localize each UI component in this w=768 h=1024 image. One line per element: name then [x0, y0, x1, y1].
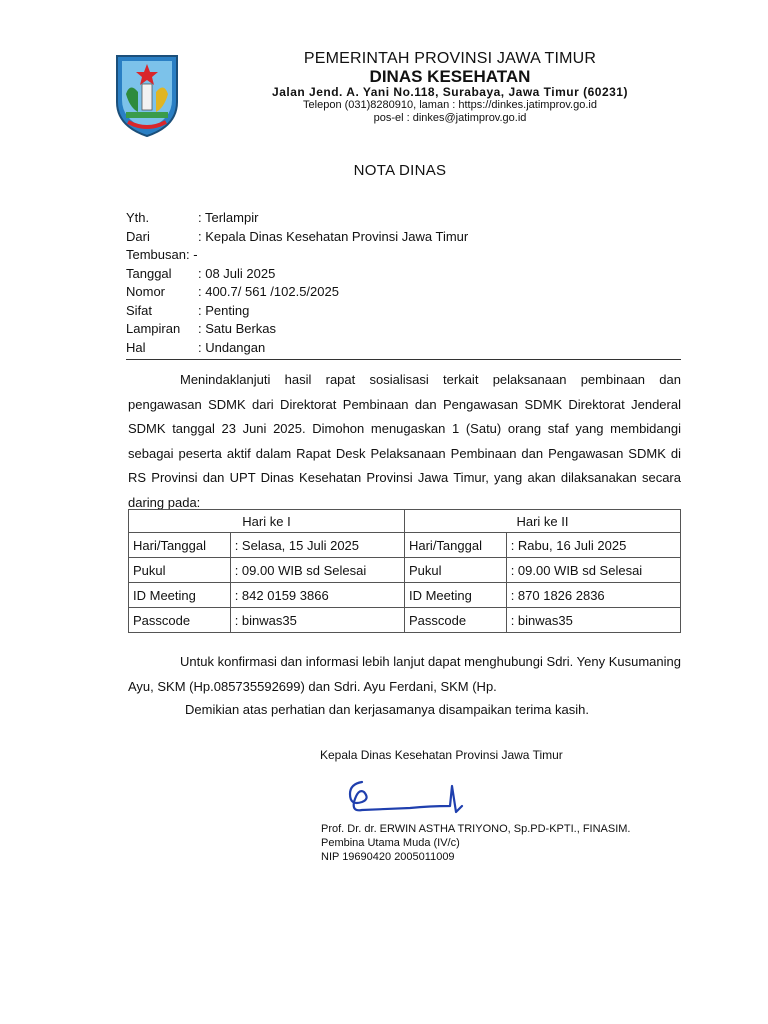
meta-value: : 400.7/ 561 /102.5/2025 — [198, 284, 339, 299]
meta-label: Nomor — [126, 284, 166, 299]
handwritten-signature-icon — [340, 772, 470, 822]
day1-value: : 09.00 WIB sd Selesai — [230, 558, 404, 583]
meta-value: : Satu Berkas — [198, 321, 277, 336]
meta-value: : Kepala Dinas Kesehatan Provinsi Jawa Timur — [198, 228, 469, 244]
schedule-table — [128, 509, 681, 633]
letterhead-government: PEMERINTAH PROVINSI JAWA TIMUR — [303, 50, 597, 67]
meta-label: Sifat — [126, 302, 153, 318]
letterhead-address: Jalan Jend. A. Yani No.118, Surabaya, Jawa Timur (60231) — [272, 85, 628, 99]
meta-row-hal — [126, 339, 468, 358]
signatory-title: Kepala Dinas Kesehatan Provinsi Jawa Timur — [320, 748, 563, 762]
day2-label: Passcode — [404, 608, 506, 633]
day2-value: : Rabu, 16 Juli 2025 — [506, 533, 680, 558]
day2-value: : 09.00 WIB sd Selesai — [506, 558, 680, 583]
meta-value: : Terlampir — [198, 210, 259, 225]
meta-row-lampiran — [126, 320, 468, 339]
schedule-header-row — [129, 510, 681, 533]
signatory-rank: Pembina Utama Muda (IV/c) — [321, 837, 460, 849]
table-row — [129, 533, 681, 558]
day2-label: ID Meeting — [404, 583, 506, 608]
day1-value: : 842 0159 3866 — [230, 583, 404, 608]
meta-value: : Penting — [198, 302, 250, 318]
meta-row-sifat — [126, 302, 468, 321]
meta-label: Yth. — [126, 210, 150, 225]
day2-label: Hari/Tanggal — [404, 533, 506, 558]
day2-label: Pukul — [404, 558, 506, 583]
day1-value: : Selasa, 15 Juli 2025 — [230, 533, 404, 558]
divider-line — [126, 359, 681, 360]
meta-label: Dari — [126, 228, 150, 244]
table-row — [129, 583, 681, 608]
meta-label: Tanggal — [126, 265, 172, 281]
body-paragraph-2: Untuk konfirmasi dan informasi lebih lanjut dapat menghubungi Sdri. Yeny Kusumaning Ayu, SKM (Hp.085735592699) dan Sdri. Ayu Ferdani, SKM (Hp. — [128, 654, 681, 694]
meta-value: : - — [185, 247, 198, 262]
letterhead-phone: Telepon (031)8280910, laman : https://dinkes.jatimprov.go.id — [303, 99, 597, 111]
memo-metadata — [126, 209, 468, 357]
letterhead-agency: DINAS KESEHATAN — [369, 67, 531, 86]
meta-label: Tembusan — [126, 247, 186, 262]
document-title: NOTA DINAS — [353, 162, 447, 179]
table-row — [129, 558, 681, 583]
body-paragraph-closing: Demikian atas perhatian dan kerjasamanya disampaikan terima kasih. — [185, 702, 589, 717]
meta-row-nomor — [126, 283, 468, 302]
meta-label: Lampiran — [126, 321, 181, 336]
day2-title: Hari ke II — [404, 510, 680, 533]
signatory-nip: NIP 19690420 2005011009 — [321, 851, 455, 863]
letterhead-email: pos-el : dinkes@jatimprov.go.id — [373, 112, 527, 124]
day1-label: ID Meeting — [129, 583, 231, 608]
meta-value: : Undangan — [198, 339, 266, 355]
meta-row-tanggal — [126, 265, 468, 284]
province-logo-icon — [112, 52, 182, 138]
table-row — [129, 608, 681, 633]
meta-row-tembusan — [126, 246, 468, 265]
day1-label: Hari/Tanggal — [129, 533, 231, 558]
day1-label: Pukul — [129, 558, 231, 583]
meta-row-dari — [126, 228, 468, 247]
signatory-name: Prof. Dr. dr. ERWIN ASTHA TRIYONO, Sp.PD-KPTI., FINASIM. — [321, 823, 631, 835]
body-paragraph-1: Menindaklanjuti hasil rapat sosialisasi terkait pelaksanaan pembinaan dan pengawasan SDMK dari Direktorat Pembinaan dan Pengawasan SDMK Direktorat Jenderal SDMK tanggal 23 Juni 2025. Dimohon menugaskan 1 (Satu) orang staf yang membidangi sebagai peserta aktif dalam Rapat Desk Pelaksanaan Pembinaan dan Pengawasan SDMK di RS Provinsi dan UPT Dinas Kesehatan Provinsi Jawa Timur, yang akan dilaksanakan secara daring pada: — [128, 372, 681, 510]
meta-label: Hal — [126, 339, 146, 355]
meta-row-yth — [126, 209, 468, 228]
day1-label: Passcode — [129, 608, 231, 633]
meta-value: : 08 Juli 2025 — [198, 265, 276, 281]
day1-value: : binwas35 — [230, 608, 404, 633]
signatory-block — [321, 822, 631, 864]
day2-value: : 870 1826 2836 — [506, 583, 680, 608]
day1-title: Hari ke I — [129, 510, 405, 533]
day2-value: : binwas35 — [506, 608, 680, 633]
